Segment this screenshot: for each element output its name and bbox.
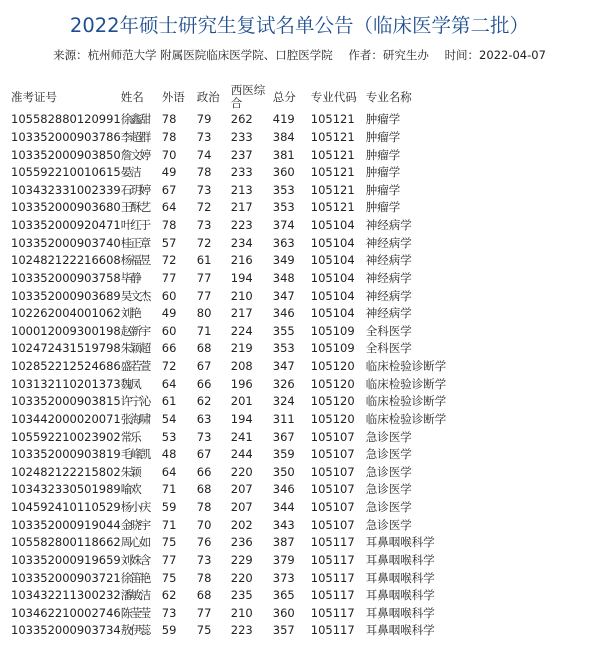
cell-foreign-language: 77 (161, 552, 177, 567)
col-politics: 政治 (196, 89, 220, 104)
cell-politics: 77 (196, 605, 212, 620)
cell-major-code: 105121 (310, 200, 355, 215)
cell-western-medicine: 223 (230, 623, 253, 638)
cell-exam-id: 103352000919659 (11, 552, 121, 567)
cell-politics: 68 (196, 341, 212, 356)
cell-western-medicine: 213 (230, 182, 253, 197)
cell-name: 潘敏洁 (120, 588, 150, 603)
cell-major-code: 105121 (310, 147, 355, 162)
cell-total: 381 (272, 147, 295, 162)
cell-total: 359 (272, 447, 295, 462)
cell-major-code: 105107 (310, 500, 355, 515)
cell-exam-id: 103352000919044 (11, 517, 121, 532)
table-row (11, 323, 486, 341)
cell-politics: 73 (196, 218, 212, 233)
cell-politics: 79 (196, 112, 212, 127)
cell-name: 桂正章 (120, 235, 150, 250)
cell-foreign-language: 64 (161, 464, 177, 479)
cell-exam-id: 103432211300232 (11, 588, 121, 603)
cell-total: 349 (272, 253, 295, 268)
candidate-table (11, 83, 486, 640)
cell-exam-id: 103352000903758 (11, 270, 121, 285)
cell-major-code: 105107 (310, 429, 355, 444)
cell-major-name: 神经病学 (365, 288, 412, 303)
cell-name: 石玥婷 (120, 182, 150, 197)
cell-total: 379 (272, 552, 295, 567)
cell-major-name: 急诊医学 (365, 517, 412, 532)
cell-major-code: 105120 (310, 411, 355, 426)
publish-time: 时间：2022-04-07 (444, 48, 546, 62)
cell-western-medicine: 219 (230, 341, 253, 356)
cell-western-medicine: 233 (230, 165, 253, 180)
table-row (11, 481, 486, 499)
cell-foreign-language: 72 (161, 253, 177, 268)
cell-major-name: 耳鼻咽喉科学 (365, 552, 435, 567)
cell-name: 叶红于 (120, 218, 150, 233)
cell-exam-id: 105592210010615 (11, 165, 121, 180)
cell-name: 喻欢 (120, 482, 140, 497)
cell-major-name: 临床检验诊断学 (365, 394, 447, 409)
cell-major-code: 105104 (310, 288, 355, 303)
cell-name: 赵新宇 (120, 323, 150, 338)
cell-foreign-language: 67 (161, 182, 177, 197)
cell-name: 晏洁 (120, 165, 140, 180)
cell-politics: 73 (196, 429, 212, 444)
table-row (11, 534, 486, 552)
cell-major-code: 105107 (310, 447, 355, 462)
cell-major-name: 神经病学 (365, 235, 412, 250)
cell-major-code: 105104 (310, 235, 355, 250)
cell-name: 杨小庆 (120, 500, 150, 515)
cell-foreign-language: 62 (161, 588, 177, 603)
cell-western-medicine: 236 (230, 535, 253, 550)
table-header-row (11, 83, 486, 111)
cell-major-name: 全科医学 (365, 341, 412, 356)
cell-exam-id: 100012009300198 (11, 323, 121, 338)
cell-major-name: 耳鼻咽喉科学 (365, 588, 435, 603)
cell-major-code: 105117 (310, 552, 355, 567)
cell-western-medicine: 194 (230, 270, 253, 285)
cell-major-code: 105117 (310, 623, 355, 638)
cell-foreign-language: 78 (161, 218, 177, 233)
cell-foreign-language: 60 (161, 323, 177, 338)
cell-western-medicine: 201 (230, 394, 253, 409)
cell-western-medicine: 220 (230, 464, 253, 479)
table-row (11, 146, 486, 164)
table-row (11, 393, 486, 411)
cell-western-medicine: 217 (230, 200, 253, 215)
cell-total: 346 (272, 482, 295, 497)
cell-major-code: 105117 (310, 605, 355, 620)
col-foreign-language: 外语 (161, 89, 185, 104)
cell-major-name: 肿瘤学 (365, 165, 401, 180)
cell-politics: 80 (196, 306, 212, 321)
cell-major-name: 肿瘤学 (365, 200, 401, 215)
cell-western-medicine: 217 (230, 306, 253, 321)
cell-politics: 77 (196, 288, 212, 303)
cell-major-name: 急诊医学 (365, 500, 412, 515)
col-name: 姓名 (120, 89, 144, 104)
col-major-code: 专业代码 (310, 89, 357, 104)
cell-western-medicine: 194 (230, 411, 253, 426)
cell-foreign-language: 54 (161, 411, 177, 426)
cell-major-code: 105104 (310, 270, 355, 285)
cell-politics: 73 (196, 129, 212, 144)
table-row (11, 217, 486, 235)
cell-major-code: 105121 (310, 182, 355, 197)
cell-exam-id: 102472431519798 (11, 341, 121, 356)
table-row (11, 182, 486, 200)
cell-major-name: 神经病学 (365, 218, 412, 233)
cell-name: 周心如 (120, 535, 150, 550)
cell-exam-id: 103352000903819 (11, 447, 121, 462)
cell-exam-id: 102482122215802 (11, 464, 121, 479)
cell-name: 吴文杰 (120, 288, 150, 303)
cell-total: 374 (272, 218, 295, 233)
cell-western-medicine: 202 (230, 517, 253, 532)
cell-politics: 78 (196, 570, 212, 585)
cell-total: 311 (272, 411, 295, 426)
cell-foreign-language: 60 (161, 288, 177, 303)
cell-politics: 73 (196, 182, 212, 197)
cell-major-code: 105117 (310, 588, 355, 603)
cell-name: 毕静 (120, 270, 140, 285)
cell-politics: 74 (196, 147, 212, 162)
cell-major-code: 105104 (310, 306, 355, 321)
cell-foreign-language: 59 (161, 500, 177, 515)
cell-exam-id: 102262004001062 (11, 306, 121, 321)
cell-western-medicine: 210 (230, 288, 253, 303)
table-row (11, 199, 486, 217)
cell-exam-id: 104592410110529 (11, 500, 121, 515)
cell-foreign-language: 75 (161, 535, 177, 550)
cell-foreign-language: 70 (161, 147, 177, 162)
cell-name: 魏凤 (120, 376, 140, 391)
cell-name: 詹文婷 (120, 147, 150, 162)
cell-politics: 78 (196, 500, 212, 515)
cell-total: 367 (272, 429, 295, 444)
cell-exam-id: 103352000903815 (11, 394, 121, 409)
table-row (11, 622, 486, 640)
cell-major-code: 105107 (310, 464, 355, 479)
cell-western-medicine: 207 (230, 500, 253, 515)
cell-exam-id: 105582800118662 (11, 535, 121, 550)
table-row (11, 234, 486, 252)
page-title: 2022年硕士研究生复试名单公告（临床医学第二批） (69, 14, 530, 37)
cell-politics: 63 (196, 411, 212, 426)
cell-politics: 61 (196, 253, 212, 268)
cell-major-name: 急诊医学 (365, 482, 412, 497)
cell-exam-id: 103442000020071 (11, 411, 121, 426)
cell-exam-id: 103352000903680 (11, 200, 121, 215)
cell-western-medicine: 233 (230, 129, 253, 144)
cell-total: 346 (272, 306, 295, 321)
table-row (11, 252, 486, 270)
cell-major-name: 神经病学 (365, 270, 412, 285)
cell-name: 陈莹莹 (120, 605, 150, 620)
cell-name: 李超群 (120, 129, 150, 144)
cell-politics: 78 (196, 165, 212, 180)
cell-total: 343 (272, 517, 295, 532)
cell-western-medicine: 234 (230, 235, 253, 250)
cell-major-code: 105107 (310, 482, 355, 497)
cell-total: 344 (272, 500, 295, 515)
cell-western-medicine: 223 (230, 218, 253, 233)
cell-name: 王酥艺 (120, 200, 150, 215)
cell-foreign-language: 53 (161, 429, 177, 444)
cell-major-name: 耳鼻咽喉科学 (365, 623, 435, 638)
cell-exam-id: 103432330501989 (11, 482, 121, 497)
table-row (11, 569, 486, 587)
cell-politics: 77 (196, 270, 212, 285)
cell-politics: 67 (196, 359, 212, 374)
cell-name: 朱颖 (120, 464, 140, 479)
cell-western-medicine: 210 (230, 605, 253, 620)
cell-foreign-language: 57 (161, 235, 177, 250)
table-row (11, 164, 486, 182)
cell-name: 刘姝含 (120, 552, 150, 567)
cell-foreign-language: 61 (161, 394, 177, 409)
cell-name: 毛峰凯 (120, 447, 150, 462)
cell-major-code: 105109 (310, 341, 355, 356)
table-row (11, 358, 486, 376)
cell-total: 419 (272, 112, 295, 127)
cell-western-medicine: 220 (230, 570, 253, 585)
cell-major-name: 临床检验诊断学 (365, 359, 447, 374)
cell-exam-id: 103462210002746 (11, 605, 121, 620)
table-row (11, 129, 486, 147)
cell-western-medicine: 262 (230, 112, 253, 127)
cell-western-medicine: 235 (230, 588, 253, 603)
cell-western-medicine: 244 (230, 447, 253, 462)
cell-politics: 67 (196, 447, 212, 462)
table-row (11, 270, 486, 288)
cell-exam-id: 103352000903689 (11, 288, 121, 303)
cell-foreign-language: 48 (161, 447, 177, 462)
cell-major-name: 临床检验诊断学 (365, 411, 447, 426)
cell-total: 384 (272, 129, 295, 144)
cell-name: 敖伊蕊 (120, 623, 150, 638)
cell-exam-id: 102482122216608 (11, 253, 121, 268)
cell-foreign-language: 64 (161, 376, 177, 391)
table-row (11, 340, 486, 358)
cell-major-name: 神经病学 (365, 253, 412, 268)
cell-name: 盛若萱 (120, 359, 150, 374)
table-row (11, 605, 486, 623)
cell-foreign-language: 73 (161, 605, 177, 620)
col-total: 总分 (272, 89, 296, 104)
cell-major-code: 105121 (310, 129, 355, 144)
cell-name: 徐鑫甜 (120, 112, 150, 127)
cell-major-name: 急诊医学 (365, 429, 412, 444)
cell-exam-id: 103132110201373 (11, 376, 121, 391)
cell-total: 355 (272, 323, 295, 338)
cell-name: 杨福昱 (120, 253, 150, 268)
cell-total: 350 (272, 464, 295, 479)
cell-total: 347 (272, 359, 295, 374)
cell-total: 365 (272, 588, 295, 603)
cell-politics: 66 (196, 376, 212, 391)
cell-exam-id: 103352000903850 (11, 147, 121, 162)
cell-major-name: 肿瘤学 (365, 129, 401, 144)
cell-total: 347 (272, 288, 295, 303)
cell-total: 363 (272, 235, 295, 250)
cell-major-code: 105120 (310, 394, 355, 409)
table-row (11, 411, 486, 429)
cell-major-name: 神经病学 (365, 306, 412, 321)
cell-foreign-language: 77 (161, 270, 177, 285)
table-row (11, 552, 486, 570)
table-row (11, 375, 486, 393)
author-text: 作者：研究生办 (348, 48, 429, 62)
cell-exam-id: 103352000903740 (11, 235, 121, 250)
cell-name: 张海啸 (120, 411, 150, 426)
col-exam-id: 准考证号 (11, 89, 57, 104)
cell-politics: 72 (196, 200, 212, 215)
cell-exam-id: 105592210023902 (11, 429, 121, 444)
cell-major-name: 耳鼻咽喉科学 (365, 570, 435, 585)
table-row (11, 499, 486, 517)
cell-major-code: 105117 (310, 570, 355, 585)
cell-name: 许宁沁 (120, 394, 150, 409)
cell-total: 360 (272, 165, 295, 180)
cell-foreign-language: 72 (161, 359, 177, 374)
cell-major-code: 105109 (310, 323, 355, 338)
table-row (11, 464, 486, 482)
cell-total: 373 (272, 570, 295, 585)
cell-foreign-language: 71 (161, 482, 177, 497)
cell-major-name: 肿瘤学 (365, 147, 401, 162)
col-western-medicine: 西医综合 (230, 83, 266, 110)
cell-exam-id: 103352000903786 (11, 129, 121, 144)
cell-foreign-language: 75 (161, 570, 177, 585)
cell-politics: 75 (196, 623, 212, 638)
cell-exam-id: 105582880120991 (11, 112, 121, 127)
cell-major-code: 105117 (310, 535, 355, 550)
cell-total: 353 (272, 182, 295, 197)
cell-foreign-language: 59 (161, 623, 177, 638)
cell-politics: 70 (196, 517, 212, 532)
cell-western-medicine: 208 (230, 359, 253, 374)
cell-western-medicine: 207 (230, 482, 253, 497)
cell-foreign-language: 78 (161, 112, 177, 127)
cell-major-name: 全科医学 (365, 323, 412, 338)
cell-foreign-language: 64 (161, 200, 177, 215)
cell-total: 360 (272, 605, 295, 620)
cell-politics: 71 (196, 323, 212, 338)
cell-exam-id: 103352000920471 (11, 218, 121, 233)
cell-exam-id: 102852212524686 (11, 359, 121, 374)
cell-western-medicine: 224 (230, 323, 253, 338)
cell-politics: 72 (196, 235, 212, 250)
article-meta (0, 47, 599, 63)
cell-total: 326 (272, 376, 295, 391)
cell-major-code: 105107 (310, 517, 355, 532)
cell-total: 353 (272, 341, 295, 356)
cell-major-name: 耳鼻咽喉科学 (365, 605, 435, 620)
cell-total: 348 (272, 270, 295, 285)
cell-exam-id: 103352000903721 (11, 570, 121, 585)
table-row (11, 111, 486, 129)
cell-foreign-language: 66 (161, 341, 177, 356)
cell-major-code: 105120 (310, 359, 355, 374)
cell-foreign-language: 49 (161, 165, 177, 180)
cell-politics: 68 (196, 588, 212, 603)
cell-western-medicine: 196 (230, 376, 253, 391)
cell-major-name: 急诊医学 (365, 447, 412, 462)
table-row (11, 446, 486, 464)
cell-total: 357 (272, 623, 295, 638)
table-row (11, 587, 486, 605)
table-row (11, 428, 486, 446)
cell-name: 常乐 (120, 429, 140, 444)
cell-total: 353 (272, 200, 295, 215)
cell-major-code: 105120 (310, 376, 355, 391)
source-text: 来源：杭州师范大学 附属医院临床医学院、口腔医学院 (53, 48, 333, 62)
cell-major-code: 105121 (310, 165, 355, 180)
cell-politics: 66 (196, 464, 212, 479)
cell-politics: 62 (196, 394, 212, 409)
cell-exam-id: 103432331002339 (11, 182, 121, 197)
cell-major-name: 肿瘤学 (365, 112, 401, 127)
cell-major-name: 临床检验诊断学 (365, 376, 447, 391)
cell-politics: 68 (196, 482, 212, 497)
table-row (11, 287, 486, 305)
table-row (11, 305, 486, 323)
cell-total: 324 (272, 394, 295, 409)
cell-name: 徐笛艳 (120, 570, 150, 585)
cell-name: 金晓宇 (120, 517, 150, 532)
cell-major-name: 肿瘤学 (365, 182, 401, 197)
table-row (11, 516, 486, 534)
cell-major-name: 耳鼻咽喉科学 (365, 535, 435, 550)
cell-name: 刘艳 (120, 306, 140, 321)
cell-politics: 76 (196, 535, 212, 550)
cell-total: 387 (272, 535, 295, 550)
cell-major-name: 急诊医学 (365, 464, 412, 479)
cell-name: 朱颖超 (120, 341, 150, 356)
cell-western-medicine: 229 (230, 552, 253, 567)
cell-western-medicine: 237 (230, 147, 253, 162)
cell-foreign-language: 71 (161, 517, 177, 532)
cell-western-medicine: 241 (230, 429, 253, 444)
cell-exam-id: 103352000903734 (11, 623, 121, 638)
cell-politics: 73 (196, 552, 212, 567)
cell-major-code: 105104 (310, 253, 355, 268)
cell-foreign-language: 78 (161, 129, 177, 144)
col-major-name: 专业名称 (365, 89, 412, 104)
cell-major-code: 105121 (310, 112, 355, 127)
table-body (11, 111, 486, 640)
cell-western-medicine: 216 (230, 253, 253, 268)
cell-major-code: 105104 (310, 218, 355, 233)
cell-foreign-language: 49 (161, 306, 177, 321)
